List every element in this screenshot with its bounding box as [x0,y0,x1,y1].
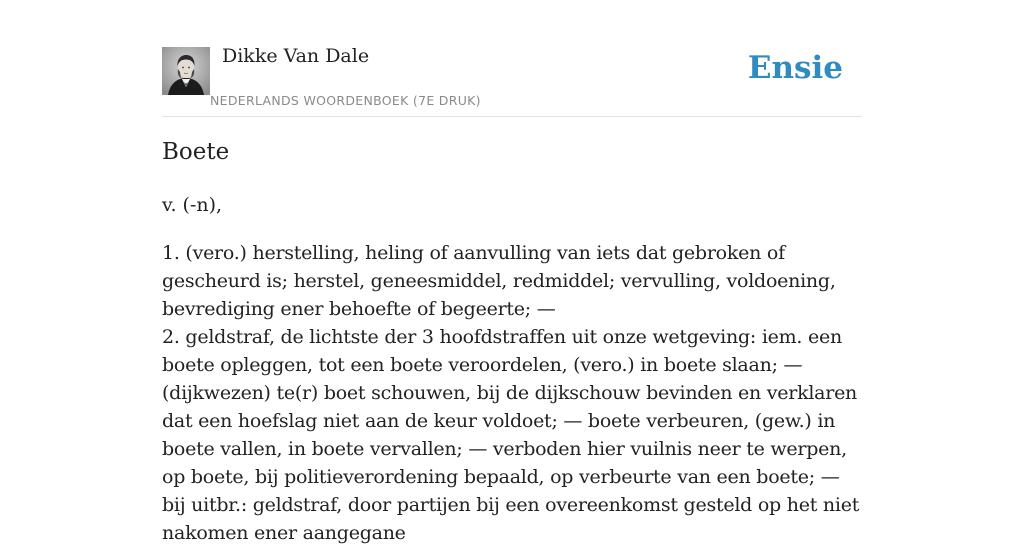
entry-header [162,0,862,117]
definition-sense: 1. (vero.) herstelling, heling of aanvulling van iets dat gebroken of gescheurd is; herstel, geneesmiddel, redmiddel; vervulling, voldoening, bevrediging ener behoefte of begeerte; — [162,242,836,320]
dictionary-source[interactable]: NEDERLANDS WOORDENBOEK (7E DRUK) [210,93,481,108]
author-avatar[interactable] [162,47,210,95]
definition-sense: 2. geldstraf, de lichtste der 3 hoofdstraffen uit onze wetgeving: iem. een boete opleggen, tot een boete veroordelen, (vero.) in boete slaan; — (dijkwezen) te(r) boet schouwen, bij de dijkschouw bevinden en verklaren dat een hoefslag niet aan de keur voldoet; — boete verbeuren, (gew.) in boete vallen, in boete vervallen; — verboden hier vuilnis neer te werpen, op boete, bij politieverordening bepaald, op verbeurte van een boete; — bij uitbr.: geldstraf, door partijen bij een overeenkomst gesteld op het niet nakomen ener aangegane [162,326,860,544]
portrait-photo-icon [162,47,210,95]
grammar-note: v. (-n), [162,194,223,216]
brand-logo[interactable]: Ensie [747,50,843,86]
author-name[interactable]: Dikke Van Dale [222,45,370,67]
entry-title: Boete [162,139,230,165]
entry-page [162,0,862,544]
definition-body [162,239,862,547]
